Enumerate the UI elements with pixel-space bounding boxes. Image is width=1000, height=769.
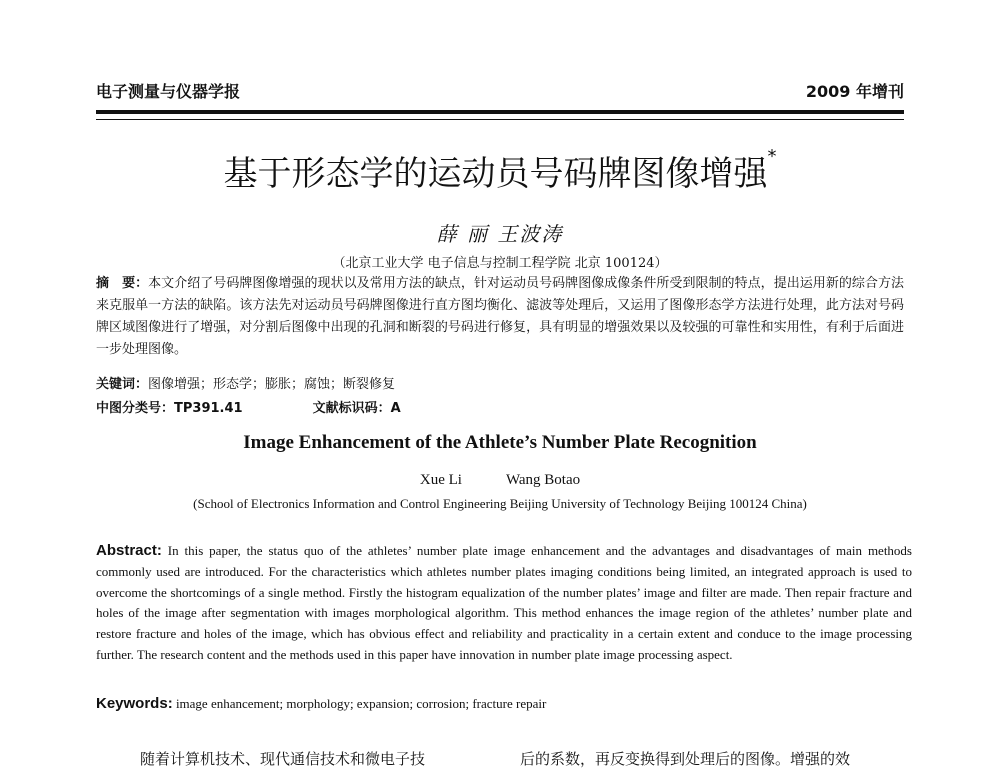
- keywords-cn-label: 关键词：: [96, 377, 149, 392]
- paper-title-en: Image Enhancement of the Athlete’s Number Plate Recognition: [243, 432, 757, 453]
- header-rule-thin: [96, 119, 904, 120]
- paper-title-cn: [96, 146, 904, 195]
- author-en-second: Wang Botao: [505, 472, 581, 488]
- clc-value: TP391.41: [174, 401, 243, 416]
- author-en-first: Xue Li: [419, 472, 462, 488]
- abstract-cn-label: 摘 要：: [96, 276, 149, 291]
- authors-en: [96, 472, 904, 489]
- affiliation-cn: （北京工业大学 电子信息与控制工程学院 北京 100124）: [332, 256, 668, 271]
- abstract-en-label: Abstract:: [96, 542, 162, 559]
- body-text-left-column: 随着计算机技术、现代通信技术和微电子技: [140, 750, 426, 768]
- clc-label: 中图分类号：: [96, 401, 175, 416]
- abstract-en-text: In this paper, the status quo of the athletes’ number plate image enhancement and the advantages and disadvantages of main methods commonly used are introduced. For the characteristics which athletes number plates imaging conditions being limited, an integrated approach is used to overcome the shortcomings of a single method. Firstly the histogram equalization of the number plates’ image and filter are made. Then repair fracture and holes of the image after segmentation with images morphological algorithm. This method enhances the image region of the athletes’ number plate and restore fracture and holes of the image, which has obvious effect and reliability and practicality in a certain extent and conduce to the image processing further. The research content and the methods used in this paper have innovation in number plate image processing aspect.: [96, 543, 912, 662]
- abstract-cn: [96, 273, 904, 361]
- affiliation-en: (School of Electronics Information and Control Engineering Beijing University of Technology Beijing 100124 China): [193, 496, 807, 511]
- header-rule-thick: [96, 110, 904, 114]
- title-cn-text: 基于形态学的运动员号码牌图像增强: [223, 154, 768, 194]
- doc-code-value: A: [390, 401, 401, 416]
- doc-code-label: 文献标识码：: [312, 401, 391, 416]
- keywords-en: [96, 695, 546, 712]
- abstract-cn-text: 本文介绍了号码牌图像增强的现状以及常用方法的缺点，针对运动员号码牌图像成像条件所受到限制的特点，提出运用新的综合方法来克服单一方法的缺陷。该方法先对运动员号码牌图像进行直方图均衡化、滤波等处理后，又运用了图像形态学方法进行处理，此方法对号码牌区域图像进行了增强，对分割后图像中出现的孔洞和断裂的号码进行修复，具有明显的增强效果以及较强的可靠性和实用性，有利于后面进一步处理图像。: [96, 276, 904, 357]
- keywords-en-label: Keywords:: [96, 695, 173, 712]
- abstract-en: [96, 541, 912, 666]
- journal-name: 电子测量与仪器学报: [96, 82, 241, 101]
- keywords-cn: [96, 373, 395, 392]
- classification-line: [96, 397, 401, 416]
- body-text-right-column: 后的系数，再反变换得到处理后的图像。增强的效: [520, 750, 851, 768]
- authors-cn: 薛 丽 王波涛: [436, 222, 564, 246]
- title-footnote-mark: *: [767, 146, 777, 167]
- issue-label: 2009 年增刊: [805, 82, 904, 101]
- keywords-en-text: image enhancement; morphology; expansion; corrosion; fracture repair: [175, 696, 547, 711]
- keywords-cn-text: 图像增强；形态学；膨胀；腐蚀；断裂修复: [148, 377, 396, 392]
